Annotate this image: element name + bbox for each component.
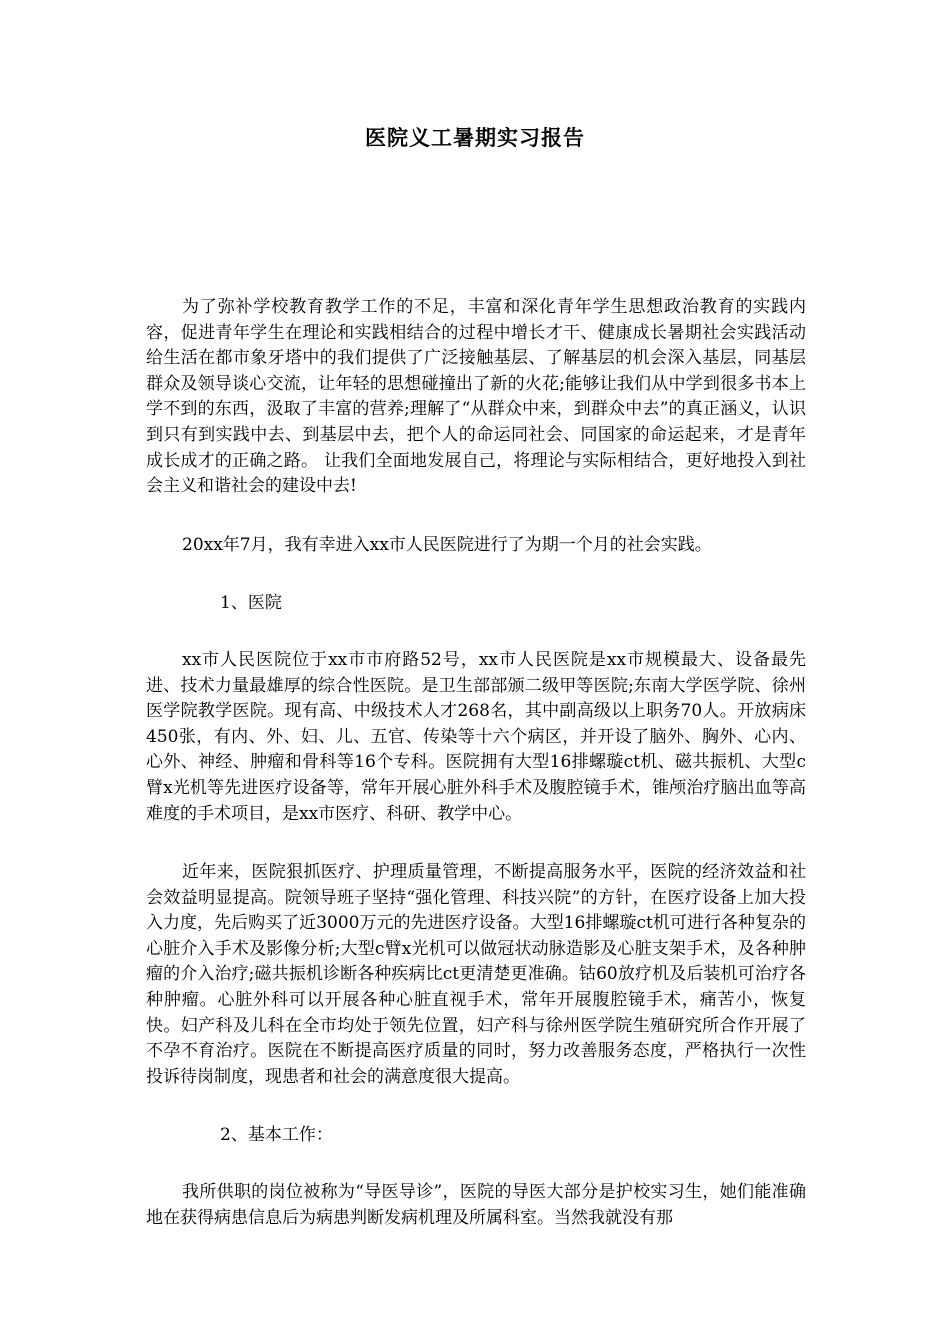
section-heading-basic-work: 2、基本工作： — [220, 1125, 333, 1146]
paragraph-basic-work: 我所供职的岗位被称为“导医导诊”，医院的导医大部分是护校实习生，她们能准确地在获得病患信息后为病患判断发病机理及所属科室。当然我就没有那 — [146, 1182, 806, 1228]
paragraph-hospital-development: 近年来，医院狠抓医疗、护理质量管理，不断提高服务水平，医院的经济效益和社会效益明显提高。院领导班子坚持“强化管理、科技兴院”的方针，在医疗设备上加大投入力度，先后购买了近3000万元的先进医疗设备。大型16排螺璇ct机可进行各种复杂的心脏介入手术及影像分析;大型c臂x光机可以做冠状动脉造影及心脏支架手术，及各种肿瘤的介入治疗;磁共振机诊断各种疾病比ct更清楚更准确。钴60放疗机及后装机可治疗各种肿瘤。心脏外科可以开展各种心脏直视手术，常年开展腹腔镜手术，痛苦小，恢复快。妇产科及儿科在全市均处于领先位置，妇产科与徐州医学院生殖研究所合作开展了不孕不育治疗。医院在不断提高医疗质量的同时，努力改善服务态度，严格执行一次性投诉待岗制度，现患者和社会的满意度很大提高。 — [146, 862, 806, 1087]
paragraph-hospital-overview: xx市人民医院位于xx市市府路52号，xx市人民医院是xx市规模最大、设备最先进、技术力量最雄厚的综合性医院。是卫生部部颁二级甲等医院;东南大学医学院、徐州医学院教学医院。现有高、中级技术人才268名，其中副高级以上职务70人。开放病床450张，有内、外、妇、儿、五官、传染等十六个病区，并开设了脑外、胸外、心内、心外、神经、肿瘤和骨科等16个专科。医院拥有大型16排螺璇ct机、磁共振机、大型c臂x光机等先进医疗设备等，常年开展心脏外科手术及腹腔镜手术，锥颅治疗脑出血等高难度的手术项目，是xx市医疗、科研、教学中心。 — [146, 649, 806, 824]
paragraph-intro: 为了弥补学校教育教学工作的不足，丰富和深化青年学生思想政治教育的实践内容，促进青年学生在理论和实践相结合的过程中增长才干、健康成长暑期社会实践活动给生活在都市象牙塔中的我们提供了广泛接触基层、了解基层的机会深入基层，同基层群众及领导谈心交流，让年轻的思想碰撞出了新的火花;能够让我们从中学到很多书本上学不到的东西，汲取了丰富的营养;理解了“从群众中来，到群众中去”的真正涵义，认识到只有到实践中去、到基层中去，把个人的命运同社会、同国家的命运起来，才是青年成长成才的正确之路。 让我们全面地发展自己，将理论与实际相结合，更好地投入到社会主义和谐社会的建设中去! — [146, 297, 806, 497]
section-heading-hospital: 1、医院 — [220, 593, 282, 614]
paragraph-practice-date: 20xx年7月，我有幸进入xx市人民医院进行了为期一个月的社会实践。 — [182, 534, 712, 555]
document-body — [146, 295, 806, 1231]
document-title: 医院义工暑期实习报告 — [365, 125, 585, 150]
